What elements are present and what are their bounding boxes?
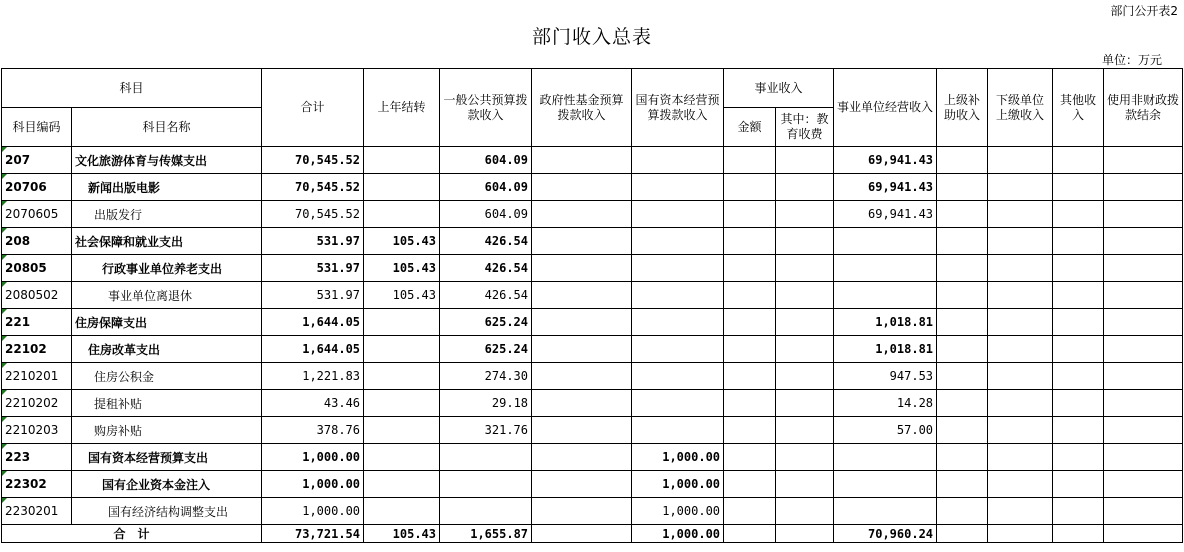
total-cell: 1,000.00 (262, 444, 364, 471)
non-fiscal-cell (1104, 282, 1183, 309)
subject-code-cell: 2210202 (2, 390, 72, 417)
carryover-cell (364, 417, 440, 444)
edu-cell (776, 228, 834, 255)
edu-cell (776, 309, 834, 336)
carryover-cell (364, 309, 440, 336)
total-cell-carryover: 105.43 (364, 525, 440, 543)
table-row (2, 201, 1183, 228)
non-fiscal-cell (1104, 309, 1183, 336)
total-cell: 1,644.05 (262, 309, 364, 336)
state-capital-cell (632, 390, 724, 417)
header-business-income: 事业收入 (724, 69, 834, 108)
other-cell (1053, 255, 1104, 282)
subordinate-cell (988, 498, 1053, 525)
operating-cell (834, 498, 937, 525)
subject-code-cell: 221 (2, 309, 72, 336)
total-cell: 70,545.52 (262, 147, 364, 174)
subordinate-cell (988, 201, 1053, 228)
header-subject-code: 科目编码 (2, 108, 72, 147)
state-capital-cell (632, 417, 724, 444)
total-cell: 1,000.00 (262, 471, 364, 498)
superior-cell (937, 417, 988, 444)
amount-cell (724, 228, 776, 255)
operating-cell: 1,018.81 (834, 336, 937, 363)
header-general-budget: 一般公共预算拨款收入 (440, 69, 532, 147)
general-cell (440, 471, 532, 498)
gov-fund-cell (532, 309, 632, 336)
header-operating-income: 事业单位经营收入 (834, 69, 937, 147)
edu-cell (776, 282, 834, 309)
amount-cell (724, 174, 776, 201)
carryover-cell (364, 498, 440, 525)
edu-cell (776, 471, 834, 498)
other-cell (1053, 309, 1104, 336)
superior-cell (937, 390, 988, 417)
header-row-1 (2, 69, 1183, 108)
superior-cell (937, 498, 988, 525)
subject-code-cell: 2210201 (2, 363, 72, 390)
state-capital-cell: 1,000.00 (632, 471, 724, 498)
total-cell-non-fiscal (1104, 525, 1183, 543)
amount-cell (724, 309, 776, 336)
total-cell: 43.46 (262, 390, 364, 417)
subordinate-cell (988, 228, 1053, 255)
gov-fund-cell (532, 255, 632, 282)
header-subject-name: 科目名称 (72, 108, 262, 147)
operating-cell: 1,018.81 (834, 309, 937, 336)
general-cell: 29.18 (440, 390, 532, 417)
table-row (2, 390, 1183, 417)
amount-cell (724, 363, 776, 390)
subject-code-cell: 20805 (2, 255, 72, 282)
amount-cell (724, 498, 776, 525)
other-cell (1053, 498, 1104, 525)
subject-name-cell: 事业单位离退休 (72, 282, 262, 309)
total-cell-gov-fund (532, 525, 632, 543)
state-capital-cell (632, 147, 724, 174)
total-cell: 1,221.83 (262, 363, 364, 390)
operating-cell (834, 255, 937, 282)
total-cell-subordinate (988, 525, 1053, 543)
subject-code-cell: 22102 (2, 336, 72, 363)
edu-cell (776, 174, 834, 201)
subordinate-cell (988, 147, 1053, 174)
table-row (2, 498, 1183, 525)
state-capital-cell (632, 309, 724, 336)
gov-fund-cell (532, 174, 632, 201)
header-subject: 科目 (2, 69, 262, 108)
gov-fund-cell (532, 417, 632, 444)
carryover-cell (364, 444, 440, 471)
carryover-cell (364, 147, 440, 174)
operating-cell (834, 228, 937, 255)
total-cell: 70,545.52 (262, 174, 364, 201)
header-edu-fee: 其中：教育收费 (776, 108, 834, 147)
operating-cell: 69,941.43 (834, 201, 937, 228)
edu-cell (776, 363, 834, 390)
amount-cell (724, 444, 776, 471)
state-capital-cell: 1,000.00 (632, 498, 724, 525)
amount-cell (724, 417, 776, 444)
state-capital-cell (632, 174, 724, 201)
state-capital-cell (632, 363, 724, 390)
operating-cell (834, 471, 937, 498)
general-cell (440, 444, 532, 471)
carryover-cell: 105.43 (364, 255, 440, 282)
general-cell: 426.54 (440, 282, 532, 309)
edu-cell (776, 444, 834, 471)
header-other-income: 其他收入 (1053, 69, 1104, 147)
carryover-cell (364, 471, 440, 498)
subject-code-cell: 20706 (2, 174, 72, 201)
operating-cell: 69,941.43 (834, 174, 937, 201)
amount-cell (724, 201, 776, 228)
gov-fund-cell (532, 363, 632, 390)
total-row (2, 525, 1183, 543)
subordinate-cell (988, 471, 1053, 498)
amount-cell (724, 147, 776, 174)
amount-cell (724, 255, 776, 282)
carryover-cell: 105.43 (364, 228, 440, 255)
subject-code-cell: 2080502 (2, 282, 72, 309)
other-cell (1053, 336, 1104, 363)
operating-cell (834, 444, 937, 471)
state-capital-cell (632, 336, 724, 363)
other-cell (1053, 228, 1104, 255)
other-cell (1053, 444, 1104, 471)
non-fiscal-cell (1104, 255, 1183, 282)
state-capital-cell (632, 201, 724, 228)
subordinate-cell (988, 255, 1053, 282)
non-fiscal-cell (1104, 228, 1183, 255)
other-cell (1053, 390, 1104, 417)
general-cell: 604.09 (440, 201, 532, 228)
superior-cell (937, 201, 988, 228)
subject-name-cell: 住房保障支出 (72, 309, 262, 336)
subordinate-cell (988, 336, 1053, 363)
subject-name-cell: 文化旅游体育与传媒支出 (72, 147, 262, 174)
superior-cell (937, 282, 988, 309)
subject-code-cell: 207 (2, 147, 72, 174)
total-cell: 531.97 (262, 255, 364, 282)
gov-fund-cell (532, 282, 632, 309)
non-fiscal-cell (1104, 471, 1183, 498)
state-capital-cell (632, 228, 724, 255)
total-cell: 531.97 (262, 228, 364, 255)
superior-cell (937, 228, 988, 255)
gov-fund-cell (532, 444, 632, 471)
superior-cell (937, 444, 988, 471)
amount-cell (724, 390, 776, 417)
general-cell: 604.09 (440, 147, 532, 174)
non-fiscal-cell (1104, 201, 1183, 228)
other-cell (1053, 363, 1104, 390)
state-capital-cell: 1,000.00 (632, 444, 724, 471)
subordinate-cell (988, 444, 1053, 471)
subject-name-cell: 购房补贴 (72, 417, 262, 444)
table-row (2, 336, 1183, 363)
other-cell (1053, 201, 1104, 228)
subordinate-cell (988, 417, 1053, 444)
table-row (2, 471, 1183, 498)
table-row (2, 255, 1183, 282)
subject-name-cell: 国有资本经营预算支出 (72, 444, 262, 471)
general-cell (440, 498, 532, 525)
carryover-cell (364, 201, 440, 228)
table-row (2, 228, 1183, 255)
edu-cell (776, 417, 834, 444)
edu-cell (776, 147, 834, 174)
subordinate-cell (988, 309, 1053, 336)
superior-cell (937, 336, 988, 363)
edu-cell (776, 498, 834, 525)
operating-cell: 69,941.43 (834, 147, 937, 174)
subordinate-cell (988, 174, 1053, 201)
carryover-cell (364, 363, 440, 390)
total-cell: 70,545.52 (262, 201, 364, 228)
general-cell: 604.09 (440, 174, 532, 201)
table-row (2, 363, 1183, 390)
edu-cell (776, 255, 834, 282)
header-gov-fund: 政府性基金预算拨款收入 (532, 69, 632, 147)
report-number-label: 部门公开表2 (1110, 4, 1178, 18)
total-cell: 1,000.00 (262, 498, 364, 525)
other-cell (1053, 147, 1104, 174)
amount-cell (724, 471, 776, 498)
gov-fund-cell (532, 471, 632, 498)
operating-cell: 57.00 (834, 417, 937, 444)
total-cell-operating: 70,960.24 (834, 525, 937, 543)
non-fiscal-cell (1104, 444, 1183, 471)
total-cell-edu (776, 525, 834, 543)
subject-code-cell: 2070605 (2, 201, 72, 228)
table-row (2, 309, 1183, 336)
gov-fund-cell (532, 336, 632, 363)
carryover-cell (364, 336, 440, 363)
general-cell: 321.76 (440, 417, 532, 444)
state-capital-cell (632, 282, 724, 309)
carryover-cell (364, 174, 440, 201)
edu-cell (776, 336, 834, 363)
subordinate-cell (988, 390, 1053, 417)
subject-name-cell: 提租补贴 (72, 390, 262, 417)
header-carryover: 上年结转 (364, 69, 440, 147)
header-state-capital: 国有资本经营预算拨款收入 (632, 69, 724, 147)
total-cell-amount (724, 525, 776, 543)
subject-code-cell: 2210203 (2, 417, 72, 444)
other-cell (1053, 471, 1104, 498)
subject-code-cell: 2230201 (2, 498, 72, 525)
table-row (2, 444, 1183, 471)
total-cell: 378.76 (262, 417, 364, 444)
total-cell-general: 1,655.87 (440, 525, 532, 543)
gov-fund-cell (532, 147, 632, 174)
header-superior-subsidy: 上级补助收入 (937, 69, 988, 147)
superior-cell (937, 363, 988, 390)
amount-cell (724, 336, 776, 363)
superior-cell (937, 471, 988, 498)
header-subordinate-payment: 下级单位上缴收入 (988, 69, 1053, 147)
non-fiscal-cell (1104, 363, 1183, 390)
general-cell: 426.54 (440, 255, 532, 282)
non-fiscal-cell (1104, 336, 1183, 363)
total-cell-total: 73,721.54 (262, 525, 364, 543)
other-cell (1053, 417, 1104, 444)
gov-fund-cell (532, 201, 632, 228)
superior-cell (937, 174, 988, 201)
subject-code-cell: 22302 (2, 471, 72, 498)
header-amount: 金额 (724, 108, 776, 147)
subject-code-cell: 208 (2, 228, 72, 255)
subordinate-cell (988, 363, 1053, 390)
carryover-cell: 105.43 (364, 282, 440, 309)
income-summary-table (1, 68, 1183, 543)
non-fiscal-cell (1104, 417, 1183, 444)
total-cell-state-capital: 1,000.00 (632, 525, 724, 543)
edu-cell (776, 390, 834, 417)
state-capital-cell (632, 255, 724, 282)
superior-cell (937, 255, 988, 282)
non-fiscal-cell (1104, 147, 1183, 174)
unit-label: 单位：万元 (1101, 53, 1162, 67)
gov-fund-cell (532, 390, 632, 417)
total-cell: 1,644.05 (262, 336, 364, 363)
subject-name-cell: 住房公积金 (72, 363, 262, 390)
table-row (2, 174, 1183, 201)
subordinate-cell (988, 282, 1053, 309)
subject-code-cell: 223 (2, 444, 72, 471)
header-total: 合计 (262, 69, 364, 147)
total-label: 合 计 (2, 525, 262, 543)
subject-name-cell: 新闻出版电影 (72, 174, 262, 201)
general-cell: 426.54 (440, 228, 532, 255)
edu-cell (776, 201, 834, 228)
non-fiscal-cell (1104, 390, 1183, 417)
subject-name-cell: 住房改革支出 (72, 336, 262, 363)
table-row (2, 282, 1183, 309)
table-row (2, 417, 1183, 444)
operating-cell (834, 282, 937, 309)
subject-name-cell: 国有企业资本金注入 (72, 471, 262, 498)
total-cell-superior (937, 525, 988, 543)
non-fiscal-cell (1104, 174, 1183, 201)
general-cell: 274.30 (440, 363, 532, 390)
other-cell (1053, 174, 1104, 201)
total-cell: 531.97 (262, 282, 364, 309)
subject-name-cell: 国有经济结构调整支出 (72, 498, 262, 525)
header-non-fiscal-balance: 使用非财政拨款结余 (1104, 69, 1183, 147)
other-cell (1053, 282, 1104, 309)
table-row (2, 147, 1183, 174)
subject-name-cell: 行政事业单位养老支出 (72, 255, 262, 282)
page-title: 部门收入总表 (531, 26, 652, 48)
amount-cell (724, 282, 776, 309)
superior-cell (937, 147, 988, 174)
operating-cell: 14.28 (834, 390, 937, 417)
subject-name-cell: 出版发行 (72, 201, 262, 228)
carryover-cell (364, 390, 440, 417)
non-fiscal-cell (1104, 498, 1183, 525)
subject-name-cell: 社会保障和就业支出 (72, 228, 262, 255)
total-cell-other (1053, 525, 1104, 543)
table-body (2, 147, 1183, 525)
gov-fund-cell (532, 498, 632, 525)
superior-cell (937, 309, 988, 336)
general-cell: 625.24 (440, 309, 532, 336)
general-cell: 625.24 (440, 336, 532, 363)
gov-fund-cell (532, 228, 632, 255)
operating-cell: 947.53 (834, 363, 937, 390)
